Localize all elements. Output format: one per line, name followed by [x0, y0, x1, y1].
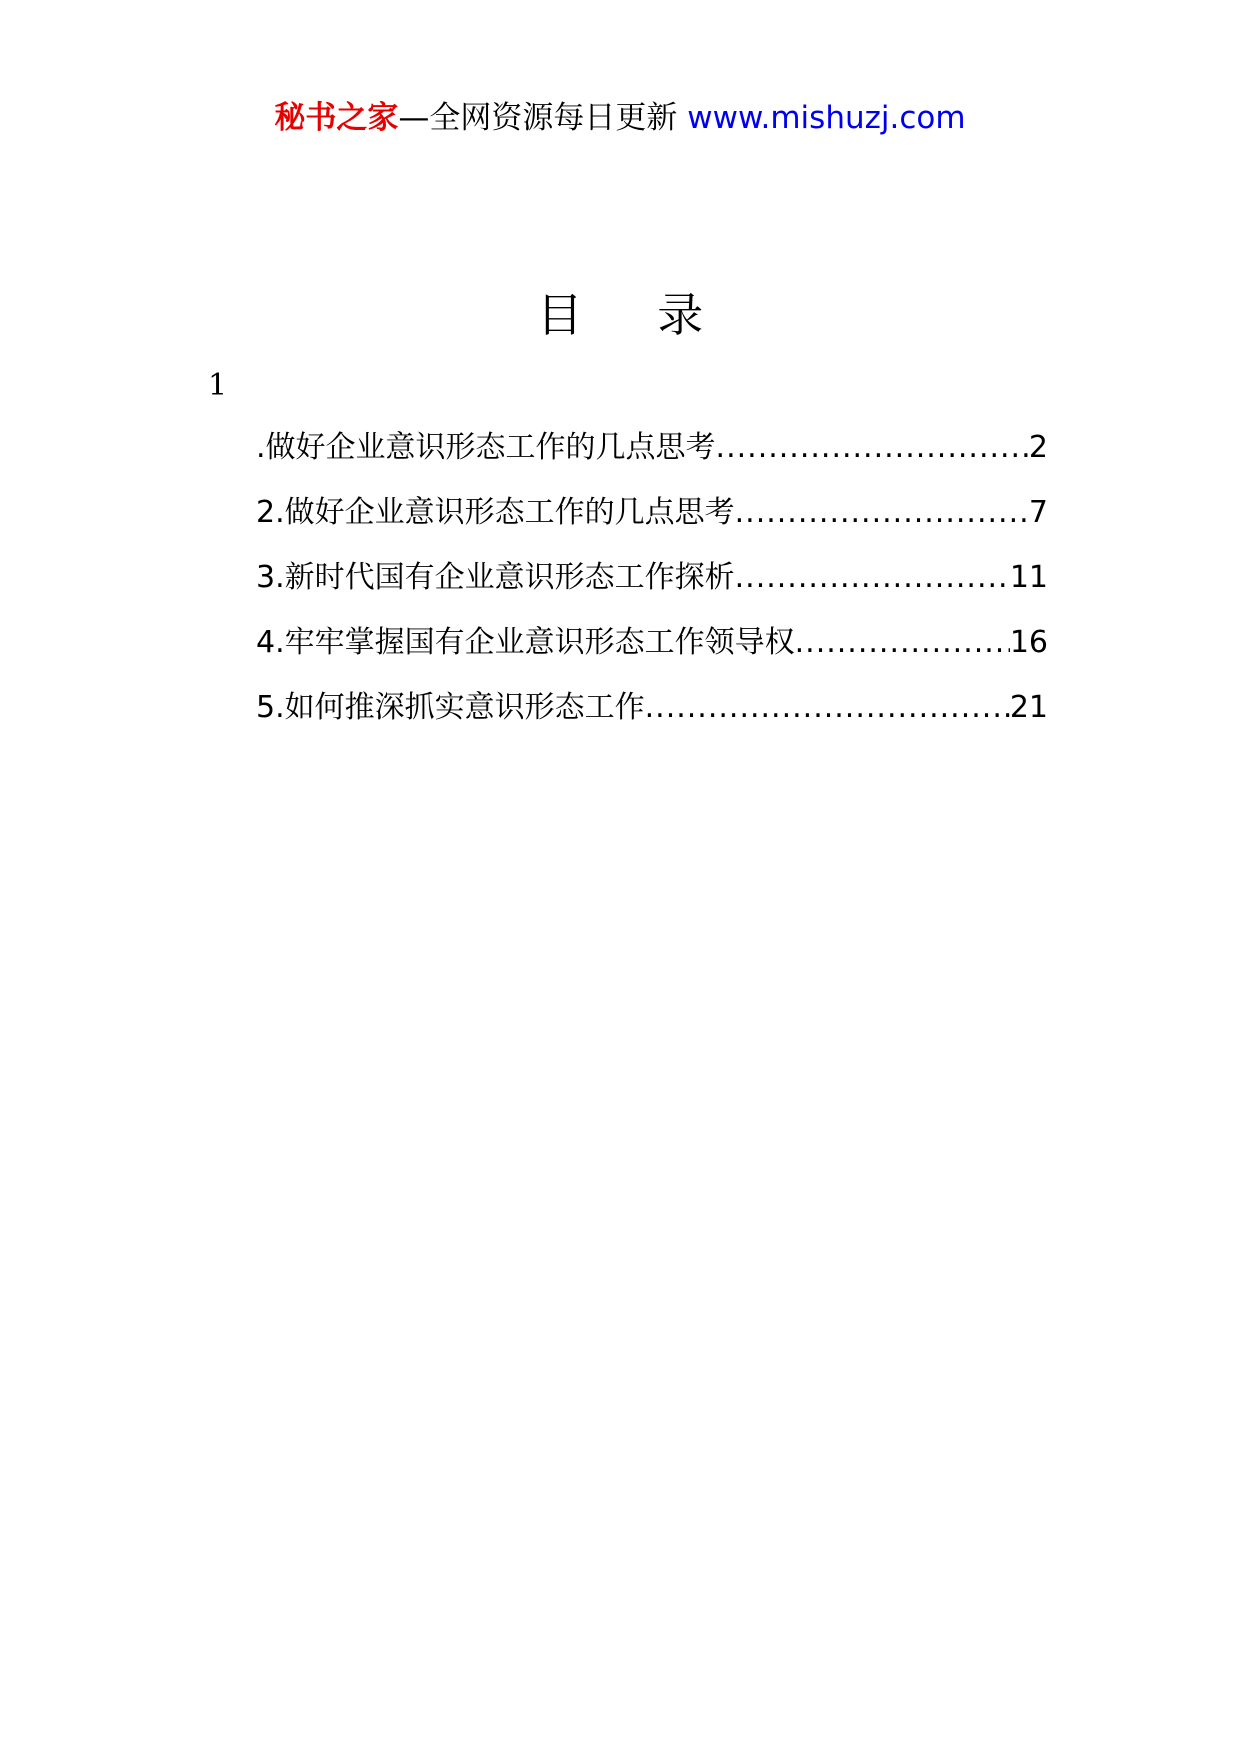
toc-entry-title: 3.新时代国有企业意识形态工作探析 — [256, 560, 735, 595]
toc-entry-page: 21 — [1009, 690, 1048, 725]
toc-dot-leader — [795, 620, 1010, 666]
toc-entry[interactable] — [256, 620, 1048, 685]
page-number: 1 — [208, 368, 228, 403]
toc-entry-title: 2.做好企业意识形态工作的几点思考 — [256, 495, 735, 530]
brand-name: 秘书之家 — [274, 100, 399, 136]
toc-entry-title: 5.如何推深抓实意识形态工作 — [256, 690, 645, 725]
toc-entry[interactable] — [256, 425, 1048, 490]
toc-entry-title: 4.牢牢掌握国有企业意识形态工作领导权 — [256, 625, 795, 660]
toc-entry-page: 2 — [1028, 430, 1048, 465]
toc-entry-title: .做好企业意识形态工作的几点思考 — [256, 430, 716, 465]
toc-dot-leader — [735, 555, 1010, 601]
toc-entry-page: 7 — [1028, 495, 1048, 530]
toc-entry[interactable] — [256, 555, 1048, 620]
header-tagline: —全网资源每日更新 — [398, 100, 678, 136]
site-url-link[interactable]: www.mishuzj.com — [687, 100, 966, 136]
toc-dot-leader — [716, 425, 1029, 471]
toc-entry-page: 11 — [1009, 560, 1048, 595]
toc-dot-leader — [735, 490, 1029, 536]
toc-entry[interactable] — [256, 685, 1048, 750]
toc-dot-leader — [645, 685, 1010, 731]
site-header — [0, 98, 1240, 138]
toc-entry[interactable] — [256, 490, 1048, 555]
document-title: 目 录 — [536, 288, 734, 342]
toc-entry-page: 16 — [1009, 625, 1048, 660]
table-of-contents — [256, 425, 1048, 750]
